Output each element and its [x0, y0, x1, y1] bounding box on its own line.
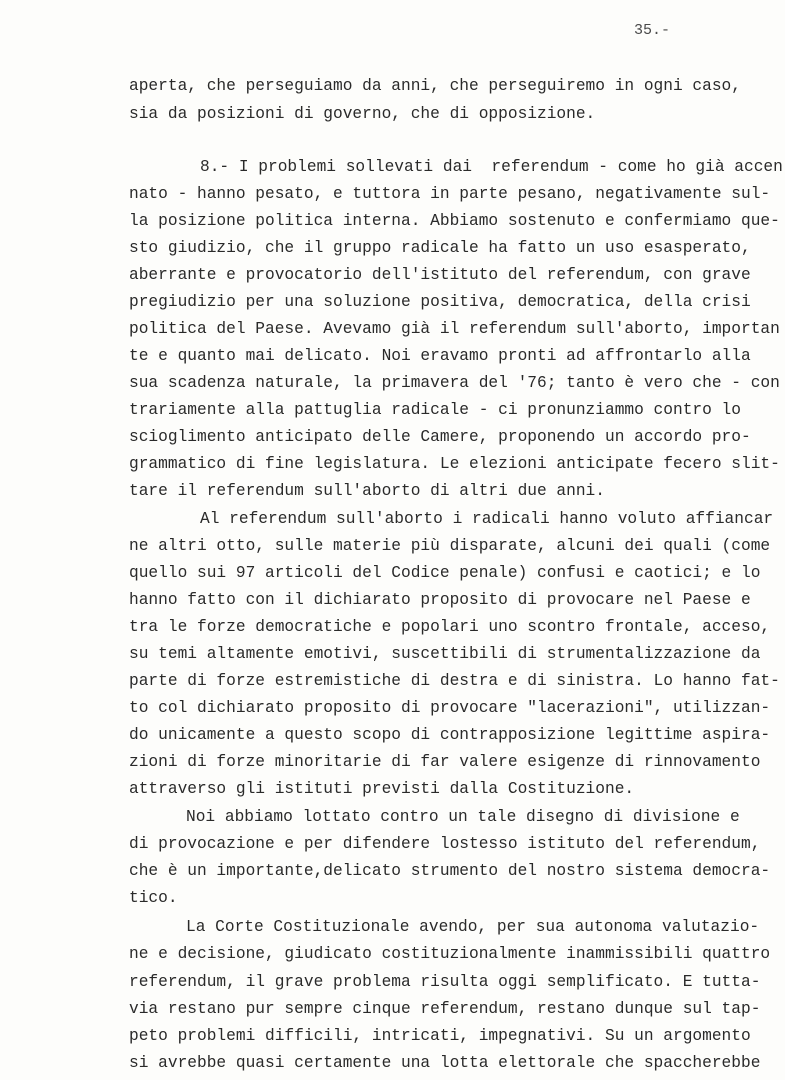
text-line: 8.- I problemi sollevati dai referendum - come ho già accen	[200, 158, 783, 176]
text-line: che è un importante,delicato strumento del nostro sistema democra-	[129, 862, 771, 880]
text-line: si avrebbe quasi certamente una lotta elettorale che spaccherebbe	[129, 1054, 761, 1072]
text-line: aberrante e provocatorio dell'istituto del referendum, con grave	[129, 266, 751, 284]
text-line: parte di forze estremistiche di destra e di sinistra. Lo hanno fat-	[129, 672, 780, 690]
text-line: quello sui 97 articoli del Codice penale) confusi e caotici; e lo	[129, 564, 761, 582]
text-line: tico.	[129, 889, 178, 907]
text-line: ne altri otto, sulle materie più disparate, alcuni dei quali (come	[129, 537, 771, 555]
text-line: do unicamente a questo scopo di contrapposizione legittime aspira-	[129, 726, 771, 744]
text-line: te e quanto mai delicato. Noi eravamo pronti ad affrontarlo alla	[129, 347, 751, 365]
text-line: zioni di forze minoritarie di far valere esigenze di rinnovamento	[129, 753, 761, 771]
text-line: aperta, che perseguiamo da anni, che perseguiremo in ogni caso,	[129, 77, 741, 95]
text-line: scioglimento anticipato delle Camere, proponendo un accordo pro-	[129, 428, 751, 446]
page-number: 35.-	[634, 22, 671, 39]
text-line: Noi abbiamo lottato contro un tale disegno di divisione e	[186, 808, 740, 826]
text-line: La Corte Costituzionale avendo, per sua autonoma valutazio-	[186, 918, 760, 936]
text-line: to col dichiarato proposito di provocare "lacerazioni", utilizzan-	[129, 699, 771, 717]
text-line: sia da posizioni di governo, che di opposizione.	[129, 105, 596, 123]
text-line: referendum, il grave problema risulta oggi semplificato. E tutta-	[129, 973, 761, 991]
text-line: peto problemi difficili, intricati, impegnativi. Su un argomento	[129, 1027, 751, 1045]
text-line: pregiudizio per una soluzione positiva, democratica, della crisi	[129, 293, 751, 311]
text-line: grammatico di fine legislatura. Le elezioni anticipate fecero slit-	[129, 455, 780, 473]
text-line: la posizione politica interna. Abbiamo sostenuto e confermiamo que-	[129, 212, 780, 230]
text-line: sto giudizio, che il gruppo radicale ha fatto un uso esasperato,	[129, 239, 751, 257]
text-line: trariamente alla pattuglia radicale - ci pronunziammo contro lo	[129, 401, 741, 419]
text-line: hanno fatto con il dichiarato proposito di provocare nel Paese e	[129, 591, 751, 609]
text-line: su temi altamente emotivi, suscettibili di strumentalizzazione da	[129, 645, 761, 663]
text-line: sua scadenza naturale, la primavera del '76; tanto è vero che - con	[129, 374, 780, 392]
text-line: ne e decisione, giudicato costituzionalmente inammissibili quattro	[129, 945, 771, 963]
text-line: politica del Paese. Avevamo già il referendum sull'aborto, importan	[129, 320, 780, 338]
text-line: via restano pur sempre cinque referendum, restano dunque sul tap-	[129, 1000, 761, 1018]
text-line: tra le forze democratiche e popolari uno scontro frontale, acceso,	[129, 618, 771, 636]
text-line: nato - hanno pesato, e tuttora in parte pesano, negativamente sul-	[129, 185, 771, 203]
text-line: attraverso gli istituti previsti dalla Costituzione.	[129, 780, 635, 798]
text-line: tare il referendum sull'aborto di altri due anni.	[129, 482, 605, 500]
text-line: Al referendum sull'aborto i radicali hanno voluto affiancar	[200, 510, 774, 528]
text-line: di provocazione e per difendere lostesso istituto del referendum,	[129, 835, 761, 853]
